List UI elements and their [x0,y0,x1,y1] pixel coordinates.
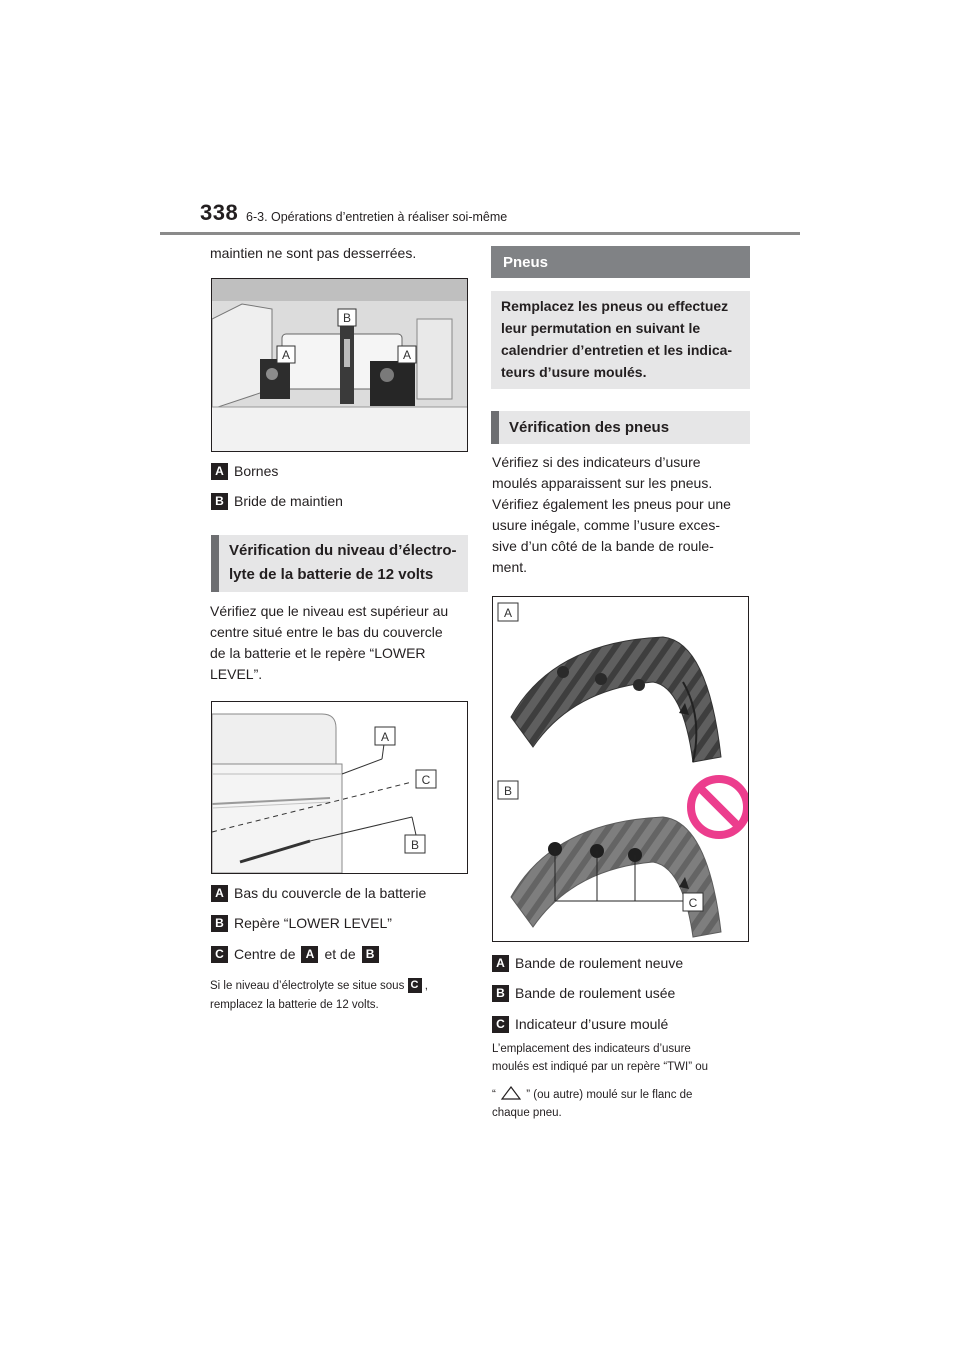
note-line: L’emplacement des indicateurs d’usure [492,1043,691,1055]
note-line: chaque pneu. [492,1107,562,1119]
paragraph-line: usure inégale, comme l’usure exces- [492,517,720,533]
paragraph-line: LEVEL”. [210,666,263,682]
pneus-title: Pneus [503,253,549,271]
callout-c [683,893,703,911]
legend-item-indicateur [492,1016,668,1033]
battery-terminals-figure [211,278,468,452]
legend-ref-b: B [362,946,379,963]
paragraph-line: sive d’un côté de la bande de roule- [492,538,714,554]
note-line: remplacez la batterie de 12 volts. [210,999,379,1011]
paragraph-line: ment. [492,559,528,575]
pneus-title-bar [491,246,750,278]
callout-a [375,727,395,745]
legend-item-bride [211,493,343,510]
heading-line: lyte de la batterie de 12 volts [229,566,434,583]
legend-text: Bas du couvercle de la batterie [234,885,427,901]
callout-a-right-label: A [402,348,412,362]
note-text: Si le niveau d’électrolyte se situe sous [210,980,405,992]
callout-b [405,835,425,853]
legend-key: C [211,946,228,963]
info-line: teurs d’usure moulés. [501,364,647,380]
paragraph-line: Vérifiez si des indicateurs d’usure [492,454,701,470]
callout-b-label: B [342,311,352,325]
page-number: 338 [200,200,239,225]
legend-ref-a: A [301,946,318,963]
callout-b-label: B [410,838,420,852]
note-line [492,1086,754,1104]
legend-text: Bride de maintien [234,493,343,509]
legend-key: A [211,885,228,902]
section-title: 6-3. Opérations d’entretien à réaliser soi-même [246,210,508,224]
legend-item-bornes [211,463,278,480]
paragraph-line: centre situé entre le bas du couvercle [210,624,443,640]
header-divider [160,232,800,235]
legend-item-centre [211,946,385,963]
callout-a-left [277,346,295,363]
paragraph-line: Vérifiez que le niveau est supérieur au [210,603,449,619]
note-line: moulés est indiqué par un repère “TWI” ou [492,1061,709,1073]
callout-a [498,603,518,621]
legend-key: B [211,493,228,510]
legend-item-neuve [492,955,683,972]
paragraph-line: de la batterie et le repère “LOWER [210,645,426,661]
legend-key: A [211,463,228,480]
note-text: , [424,980,428,992]
legend-key: C [492,1016,509,1033]
legend-item-couvercle [211,885,426,902]
callout-c [416,770,436,788]
pneus-paragraph [492,452,754,578]
tread-wear-figure [492,596,749,942]
legend-key: B [211,915,228,932]
twi-note [492,1040,754,1122]
electrolyte-heading [211,535,468,592]
prohibit-sign [691,779,747,835]
legend-text: Indicateur d’usure moulé [515,1016,669,1032]
legend-text: Bornes [234,463,279,479]
callout-b [498,781,518,799]
legend-item-repere [211,915,392,932]
heading-text: Vérification des pneus [509,418,670,436]
legend-text: Bande de roulement usée [515,985,676,1001]
callout-a-label: A [503,606,513,620]
note-ref-c: C [408,978,422,993]
heading-line: Vérification du niveau d’électro- [229,542,457,559]
note-text: “ [492,1089,496,1101]
legend-text: Bande de roulement neuve [515,955,684,971]
info-line: leur permutation en suivant le [501,320,701,336]
callout-c-label: C [688,896,698,910]
legend-text: et de [324,946,356,962]
callout-b [338,309,356,326]
paragraph-line: moulés apparaissent sur les pneus. [492,475,713,491]
electrolyte-note [210,977,472,1015]
callout-a-label: A [380,730,390,744]
callout-c-label: C [421,773,431,787]
paragraph-line: Vérifiez également les pneus pour une [492,496,731,512]
info-line: Remplacez les pneus ou effectuez [501,298,729,314]
legend-text: Repère “LOWER LEVEL” [234,915,392,931]
note-line [210,977,472,996]
callout-b-label: B [503,784,513,798]
legend-key: B [492,985,509,1002]
battery-level-figure [211,701,468,874]
legend-key: A [492,955,509,972]
info-line: calendrier d’entretien et les indica- [501,342,733,358]
pneus-info-box [491,291,750,389]
intro-text: maintien ne sont pas desserrées. [210,245,417,261]
legend-item-usee [492,985,675,1002]
callout-a-right [398,346,416,363]
callout-a-left-label: A [281,348,291,362]
triangle-icon [501,1086,521,1100]
note-text: ” (ou autre) moulé sur le flanc de [526,1089,693,1101]
verification-pneus-heading [491,411,750,444]
legend-text: Centre de [234,946,296,962]
electrolyte-paragraph [210,601,472,685]
